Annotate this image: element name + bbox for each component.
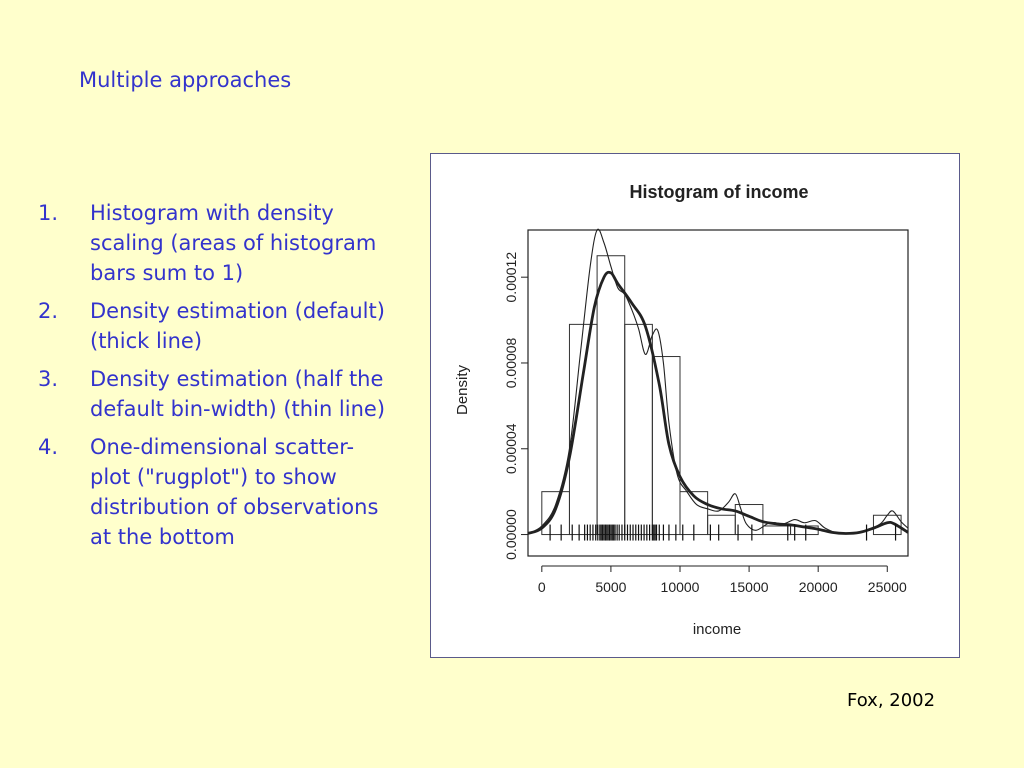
x-tick-label: 15000 (729, 579, 769, 595)
list-item (38, 432, 388, 552)
list-item (38, 198, 388, 288)
list-text: Histogram with density scaling (areas of histogram bars sum to 1) (90, 201, 377, 285)
list-number: 3. (38, 367, 59, 391)
list-item (38, 364, 388, 424)
x-tick-label: 0 (537, 579, 546, 595)
list-text: Density estimation (half the default bin-width) (thin line) (90, 367, 386, 421)
list-item (38, 296, 388, 356)
x-tick-label: 10000 (660, 579, 700, 595)
x-tick-label: 5000 (595, 579, 627, 595)
y-tick-label: 0.00000 (503, 509, 519, 560)
y-tick-label: 0.00012 (503, 251, 519, 303)
histogram-bar (708, 515, 736, 534)
chart-title: Histogram of income (629, 182, 809, 202)
citation: Fox, 2002 (847, 690, 936, 711)
x-axis-label: income (692, 621, 742, 638)
x-tick-label: 25000 (867, 579, 907, 595)
x-tick-label: 20000 (798, 579, 838, 595)
histogram-bar (763, 526, 791, 535)
histogram-bar (597, 256, 625, 535)
histogram-bar (625, 324, 653, 534)
density-curve-thin (528, 229, 908, 534)
slide-title: Multiple approaches (79, 68, 292, 92)
list-number: 1. (38, 201, 59, 225)
histogram-figure (430, 153, 960, 658)
y-tick-label: 0.00008 (503, 337, 519, 389)
histogram-bar (542, 492, 570, 535)
list-number: 4. (38, 435, 59, 459)
list-text: One-dimensional scatter-plot ("rugplot") to show distribution of observations at the bottom (90, 435, 379, 549)
bullet-list (38, 198, 388, 560)
y-tick-label: 0.00004 (503, 423, 519, 475)
y-axis-label: Density (454, 364, 471, 416)
list-number: 2. (38, 299, 59, 323)
histogram-chart (431, 154, 959, 657)
list-text: Density estimation (default) (thick line) (90, 299, 385, 353)
histogram-bar (652, 357, 680, 535)
